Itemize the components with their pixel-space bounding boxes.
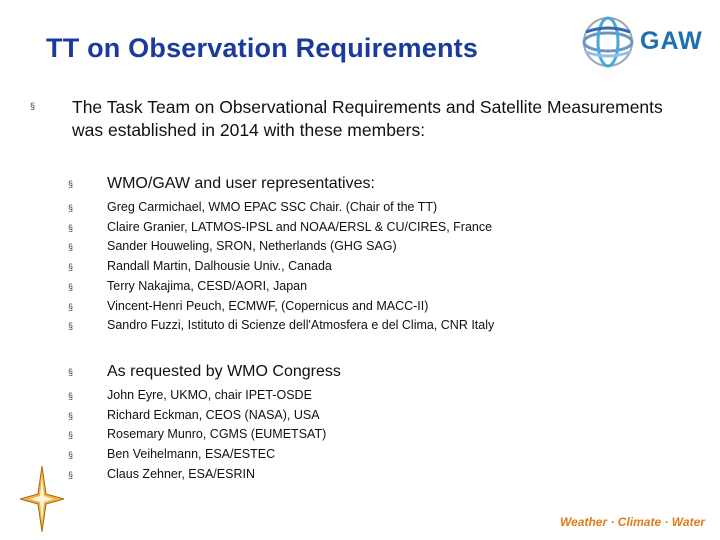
compass-star-icon bbox=[20, 466, 64, 532]
list-item: Rosemary Munro, CGMS (EUMETSAT) bbox=[107, 427, 327, 442]
footer-tagline: Weather · Climate · Water bbox=[560, 515, 705, 529]
bullet: § bbox=[68, 222, 74, 233]
bullet: § bbox=[68, 430, 74, 441]
list-item: Claire Granier, LATMOS-IPSL and NOAA/ERSL & CU/CIRES, France bbox=[107, 219, 493, 234]
list-item: Sandro Fuzzi, Istituto di Scienze dell'Atmosfera e del Clima, CNR Italy bbox=[107, 318, 495, 333]
bullet: § bbox=[30, 101, 36, 111]
bullet: § bbox=[68, 391, 74, 401]
bullet: § bbox=[68, 469, 74, 480]
list-item: Ben Veihelmann, ESA/ESTEC bbox=[107, 447, 276, 462]
list-item: Greg Carmichael, WMO EPAC SSC Chair. (Chair of the TT) bbox=[107, 200, 438, 214]
bullet: § bbox=[68, 242, 74, 253]
list-item: John Eyre, UKMO, chair IPET-OSDE bbox=[107, 388, 312, 402]
bullet: § bbox=[68, 203, 74, 213]
bullet: § bbox=[68, 450, 74, 461]
intro-paragraph: The Task Team on Observational Requirements and Satellite Measurements was established in 2014 with these members: bbox=[72, 97, 663, 140]
list-item: Sander Houweling, SRON, Netherlands (GHG SAG) bbox=[107, 239, 397, 254]
globe-icon bbox=[584, 18, 632, 66]
bullet: § bbox=[68, 179, 74, 189]
logo-text: GAW bbox=[640, 27, 703, 55]
list-item: Richard Eckman, CEOS (NASA), USA bbox=[107, 407, 320, 422]
section2-heading: As requested by WMO Congress bbox=[107, 363, 341, 380]
bullet: § bbox=[68, 410, 74, 421]
bullet: § bbox=[68, 367, 74, 377]
bullet: § bbox=[68, 321, 74, 332]
list-item: Randall Martin, Dalhousie Univ., Canada bbox=[107, 259, 332, 274]
bullet: § bbox=[68, 281, 74, 292]
section1-heading: WMO/GAW and user representatives: bbox=[107, 175, 375, 192]
list-item: Claus Zehner, ESA/ESRIN bbox=[107, 466, 255, 481]
list-item: Terry Nakajima, CESD/AORI, Japan bbox=[107, 278, 308, 293]
bullet: § bbox=[68, 262, 74, 273]
list-item: Vincent-Henri Peuch, ECMWF, (Copernicus and MACC-II) bbox=[107, 298, 429, 313]
slide-title: TT on Observation Requirements bbox=[46, 33, 479, 63]
bullet: § bbox=[68, 301, 74, 312]
